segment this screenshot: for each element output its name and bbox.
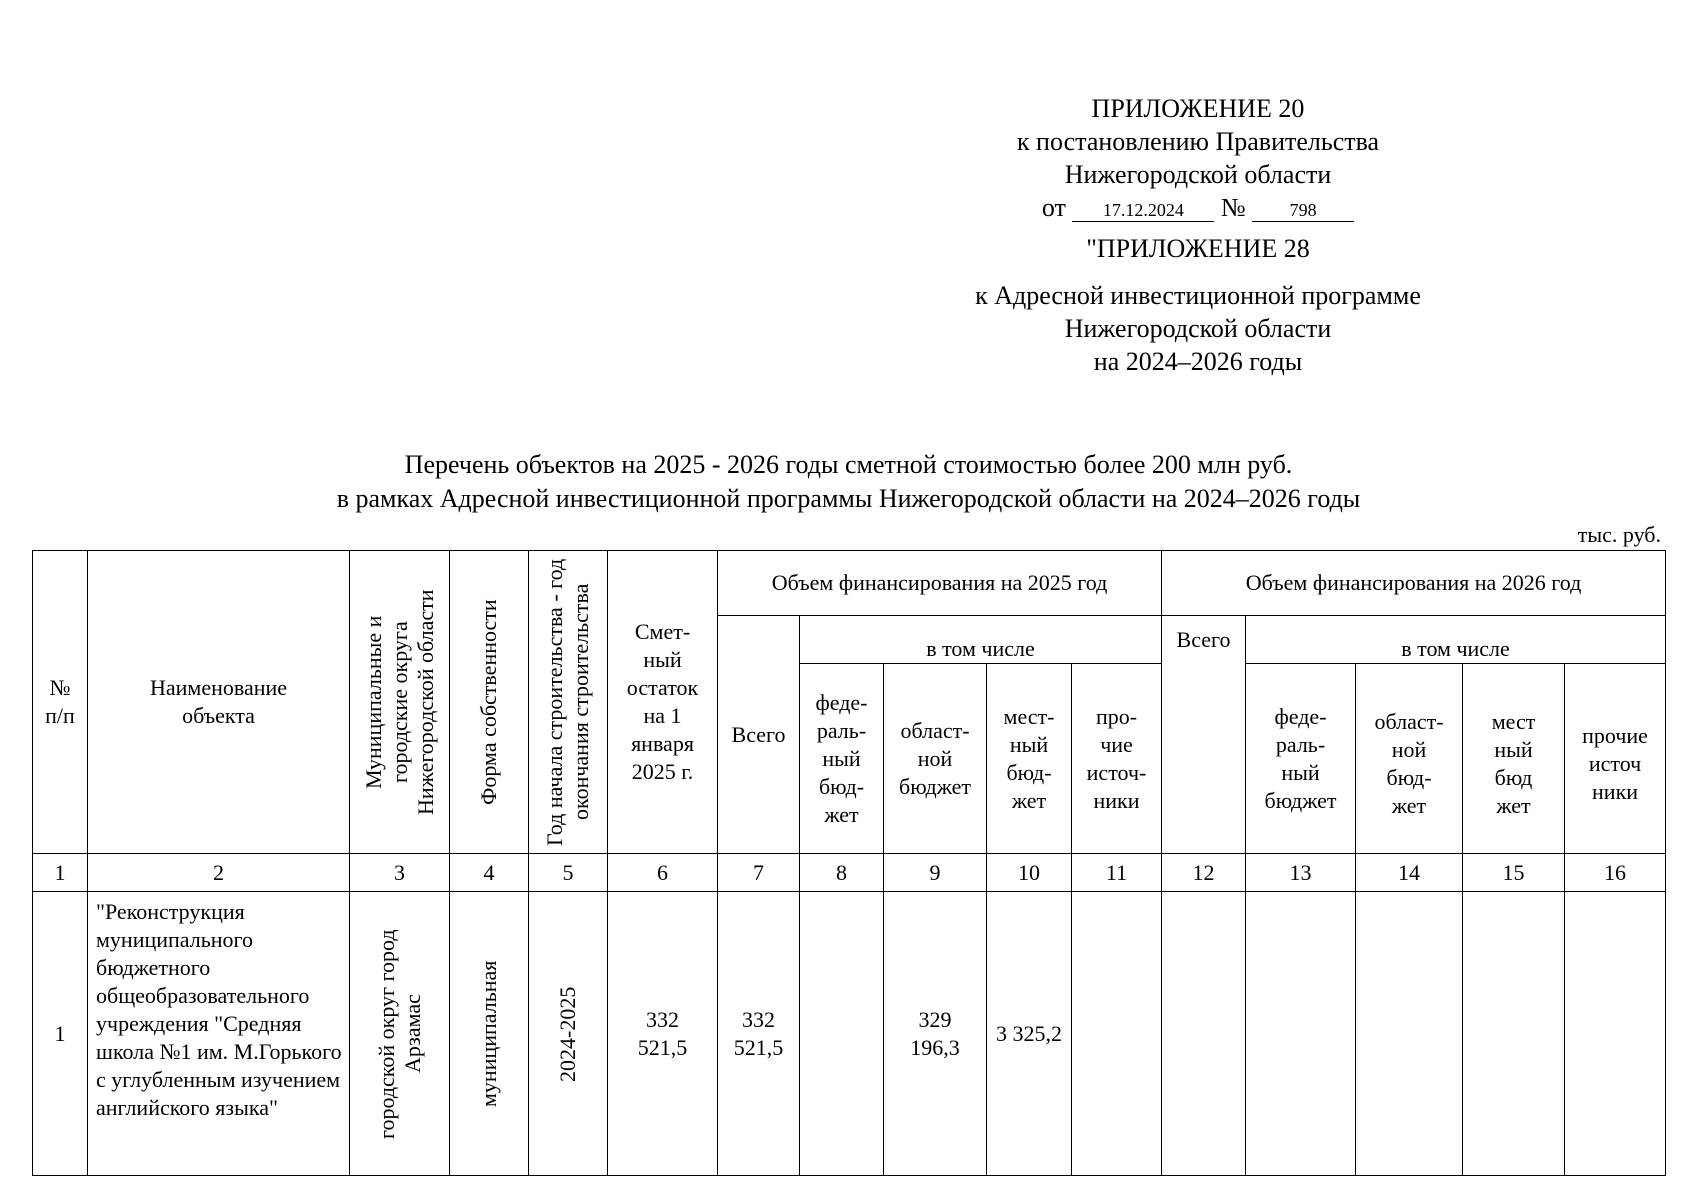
program-line-3: на 2024–2026 годы	[1093, 347, 1303, 376]
col-num-12: 12	[1162, 854, 1246, 892]
header-other-2025: про-чие источ-ники	[1072, 664, 1162, 854]
program-line-1: к Адресной инвестиционной программе	[975, 281, 1421, 310]
header-including-2026: в том числе	[1246, 616, 1666, 664]
row-total-2026	[1162, 892, 1246, 1176]
row-ownership-text: муниципальная	[476, 960, 501, 1107]
col-num-11: 11	[1072, 854, 1162, 892]
col-num-9: 9	[884, 854, 987, 892]
header-regional-2025: област-ной бюджет	[884, 664, 987, 854]
title-line-1: Перечень объектов на 2025 - 2026 годы сметной стоимостью более 200 млн руб.	[404, 450, 1293, 479]
row-regional-2026	[1356, 892, 1463, 1176]
objects-table	[32, 550, 1666, 1176]
row-municipality-text: городской округ город Арзамас	[373, 928, 425, 1139]
row-total-2025: 332 521,5	[718, 892, 800, 1176]
header-including-2025: в том числе	[800, 616, 1162, 664]
col-num-6: 6	[608, 854, 718, 892]
header-total-2026: Всего	[1162, 616, 1246, 854]
header-fin-2025: Объем финансирования на 2025 год	[718, 551, 1162, 616]
row-remainder: 332 521,5	[608, 892, 718, 1176]
row-federal-2026	[1246, 892, 1356, 1176]
header-municipality	[350, 551, 450, 854]
row-object-name: "Реконструкция муниципального бюджетного общеобразовательного учреждения "Средняя школа №1 им. М.Горького с углубленным изучением английского языка"	[88, 892, 350, 1176]
header-local-2026: мест ный бюд жет	[1463, 664, 1565, 854]
resolution-line: к постановлению Правительства	[1016, 127, 1380, 156]
row-years-text: 2024-2025	[555, 985, 580, 1082]
col-num-1: 1	[33, 854, 88, 892]
col-num-14: 14	[1356, 854, 1463, 892]
row-federal-2025	[800, 892, 884, 1176]
header-local-2025: мест-ный бюд-жет	[987, 664, 1072, 854]
program-line-2: Нижегородской области	[1064, 314, 1332, 343]
header-regional-2026: област-ной бюд-жет	[1356, 664, 1463, 854]
col-num-3: 3	[350, 854, 450, 892]
appendix-title: ПРИЛОЖЕНИЕ 20	[1091, 94, 1305, 123]
header-name: Наименование объекта	[88, 551, 350, 854]
header-years-text: Год начала строительства - год окончания строительства	[542, 558, 593, 846]
document-header	[888, 92, 1508, 378]
number-sign: №	[1220, 193, 1246, 222]
header-ownership-text: Форма собственности	[476, 599, 501, 805]
title-line-2: в рамках Адресной инвестиционной программы Нижегородской области на 2024–2026 годы	[336, 484, 1361, 513]
col-num-16: 16	[1565, 854, 1666, 892]
header-row-1	[33, 551, 1666, 616]
row-num: 1	[33, 892, 88, 1176]
row-other-2025	[1072, 892, 1162, 1176]
header-fin-2026: Объем финансирования на 2026 год	[1162, 551, 1666, 616]
col-num-8: 8	[800, 854, 884, 892]
header-remainder: Смет-ный остаток на 1 января 2025 г.	[608, 551, 718, 854]
column-number-row	[33, 854, 1666, 892]
resolution-date: 17.12.2024	[1072, 199, 1214, 222]
header-num: № п/п	[33, 551, 88, 854]
date-number-line	[888, 191, 1508, 224]
units-label: тыс. руб.	[1577, 522, 1661, 547]
header-other-2026: прочие источ ники	[1565, 664, 1666, 854]
header-federal-2025: феде-раль-ный бюд-жет	[800, 664, 884, 854]
row-ownership	[450, 892, 529, 1176]
region-line: Нижегородской области	[1064, 160, 1332, 189]
row-municipality	[350, 892, 450, 1176]
row-years	[529, 892, 608, 1176]
appendix-28-title: "ПРИЛОЖЕНИЕ 28	[1086, 234, 1310, 263]
col-num-2: 2	[88, 854, 350, 892]
header-federal-2026: феде-раль-ный бюджет	[1246, 664, 1356, 854]
col-num-15: 15	[1463, 854, 1565, 892]
date-prefix: от	[1041, 193, 1066, 222]
document-title	[0, 448, 1697, 516]
row-local-2026	[1463, 892, 1565, 1176]
col-num-5: 5	[529, 854, 608, 892]
row-local-2025: 3 325,2	[987, 892, 1072, 1176]
resolution-number: 798	[1252, 199, 1354, 222]
header-municipality-text: Муниципальные и городские округа Нижегородской области	[360, 589, 438, 815]
row-other-2026	[1565, 892, 1666, 1176]
col-num-4: 4	[450, 854, 529, 892]
header-total-2025: Всего	[718, 616, 800, 854]
col-num-7: 7	[718, 854, 800, 892]
row-regional-2025: 329 196,3	[884, 892, 987, 1176]
col-num-10: 10	[987, 854, 1072, 892]
table-row	[33, 892, 1666, 1176]
header-years	[529, 551, 608, 854]
col-num-13: 13	[1246, 854, 1356, 892]
header-ownership	[450, 551, 529, 854]
